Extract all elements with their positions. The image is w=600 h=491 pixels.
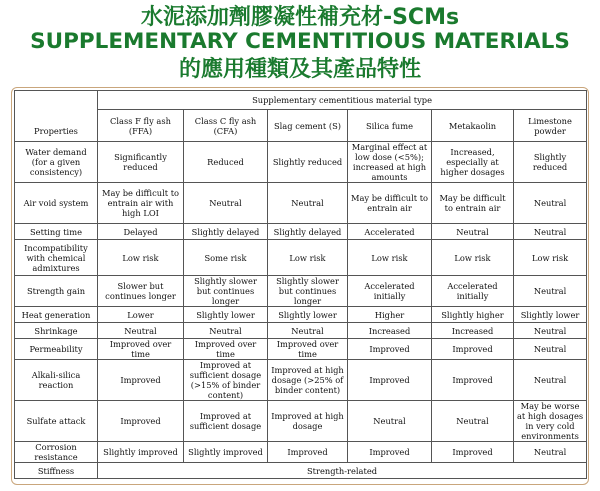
value-cell: Low risk [268, 240, 348, 276]
value-cell: Improved [432, 442, 514, 463]
title-chinese-text: 水泥添加劑膠凝性補充材 [140, 4, 383, 30]
value-cell: Increased [348, 323, 432, 339]
value-cell: Improved over time [98, 339, 184, 360]
column-header: Class F fly ash (FFA) [98, 110, 184, 142]
value-cell: Improved [268, 442, 348, 463]
value-cell: Neutral [514, 224, 587, 240]
value-cell: Slightly delayed [268, 224, 348, 240]
properties-header: Properties [15, 91, 98, 142]
property-cell: Alkali-silica reaction [15, 360, 98, 401]
value-cell: Neutral [432, 401, 514, 442]
value-cell: Low risk [432, 240, 514, 276]
value-cell: Slightly improved [184, 442, 268, 463]
table-row [15, 360, 587, 401]
value-cell: Improved [432, 339, 514, 360]
property-cell: Setting time [15, 224, 98, 240]
value-cell: Significantly reduced [98, 142, 184, 183]
value-cell: Neutral [514, 339, 587, 360]
property-cell: Sulfate attack [15, 401, 98, 442]
value-cell: Slightly lower [268, 307, 348, 323]
value-cell: Higher [348, 307, 432, 323]
table-row [15, 224, 587, 240]
value-cell: Improved [98, 360, 184, 401]
value-cell: Slightly slower but continues longer [268, 276, 348, 307]
value-cell: Delayed [98, 224, 184, 240]
value-cell: Neutral [432, 224, 514, 240]
property-cell: Incompatibility with chemical admixtures [15, 240, 98, 276]
table-row [15, 183, 587, 224]
value-cell: Slightly higher [432, 307, 514, 323]
value-cell: Low risk [98, 240, 184, 276]
value-cell: Some risk [184, 240, 268, 276]
table-row [15, 323, 587, 339]
value-cell: Improved at high dosage [268, 401, 348, 442]
value-cell: Reduced [184, 142, 268, 183]
value-cell: Slightly reduced [514, 142, 587, 183]
value-cell: Improved at sufficient dosage [184, 401, 268, 442]
value-cell: Low risk [514, 240, 587, 276]
table-row [15, 339, 587, 360]
value-cell: Neutral [268, 183, 348, 224]
title-scms-suffix: -SCMs [382, 5, 460, 30]
table-row [15, 240, 587, 276]
value-cell: Neutral [514, 360, 587, 401]
value-cell: Neutral [184, 183, 268, 224]
table-row [15, 307, 587, 323]
value-cell: Increased [432, 323, 514, 339]
property-cell: Strength gain [15, 276, 98, 307]
property-cell: Shrinkage [15, 323, 98, 339]
value-cell: Neutral [98, 323, 184, 339]
value-cell: Neutral [184, 323, 268, 339]
value-cell: May be difficult to entrain air with high LOI [98, 183, 184, 224]
value-cell: Slightly reduced [268, 142, 348, 183]
value-cell: Marginal effect at low dose (<5%); increased at high amounts [348, 142, 432, 183]
scm-properties-table [14, 90, 587, 479]
value-cell: Slower but continues longer [98, 276, 184, 307]
value-cell: Slightly delayed [184, 224, 268, 240]
column-header: Limestone powder [514, 110, 587, 142]
value-cell: Neutral [268, 323, 348, 339]
value-cell: Neutral [514, 442, 587, 463]
value-cell: Accelerated [348, 224, 432, 240]
value-cell: Improved [432, 360, 514, 401]
value-cell: Low risk [348, 240, 432, 276]
value-cell: May be difficult to entrain air [348, 183, 432, 224]
value-cell: Improved over time [268, 339, 348, 360]
table-row [15, 442, 587, 463]
table-row-stiffness [15, 463, 587, 479]
property-cell: Stiffness [15, 463, 98, 479]
value-cell: Improved at high dosage (>25% of binder content) [268, 360, 348, 401]
stiffness-value-cell: Strength-related [98, 463, 587, 479]
value-cell: Neutral [514, 183, 587, 224]
table-row [15, 401, 587, 442]
property-cell: Water demand (for a given consistency) [15, 142, 98, 183]
value-cell: Neutral [514, 276, 587, 307]
value-cell: Improved over time [184, 339, 268, 360]
value-cell: Improved [348, 360, 432, 401]
table-row [15, 276, 587, 307]
title-chinese-line2: 的應用種類及其產品特性 [178, 56, 421, 82]
value-cell: Slightly lower [514, 307, 587, 323]
value-cell: Accelerated initially [348, 276, 432, 307]
value-cell: Accelerated initially [432, 276, 514, 307]
value-cell: Neutral [514, 323, 587, 339]
value-cell: Lower [98, 307, 184, 323]
property-cell: Corrosion resistance [15, 442, 98, 463]
column-header: Slag cement (S) [268, 110, 348, 142]
value-cell: Neutral [348, 401, 432, 442]
property-cell: Air void system [15, 183, 98, 224]
value-cell: Improved [348, 339, 432, 360]
column-header: Class C fly ash (CFA) [184, 110, 268, 142]
value-cell: Improved [348, 442, 432, 463]
table-row [15, 142, 587, 183]
group-header: Supplementary cementitious material type [98, 91, 587, 110]
value-cell: Improved at sufficient dosage (>15% of binder content) [184, 360, 268, 401]
column-header: Metakaolin [432, 110, 514, 142]
column-header: Silica fume [348, 110, 432, 142]
value-cell: Slightly improved [98, 442, 184, 463]
title-english: SUPPLEMENTARY CEMENTITIOUS MATERIALS [30, 29, 570, 54]
value-cell: Slightly slower but continues longer [184, 276, 268, 307]
value-cell: May be difficult to entrain air [432, 183, 514, 224]
value-cell: Increased, especially at higher dosages [432, 142, 514, 183]
value-cell: Slightly lower [184, 307, 268, 323]
property-cell: Heat generation [15, 307, 98, 323]
value-cell: May be worse at high dosages in very cold environments [514, 401, 587, 442]
value-cell: Improved [98, 401, 184, 442]
title-chinese-line1 [0, 4, 600, 31]
property-cell: Permeability [15, 339, 98, 360]
